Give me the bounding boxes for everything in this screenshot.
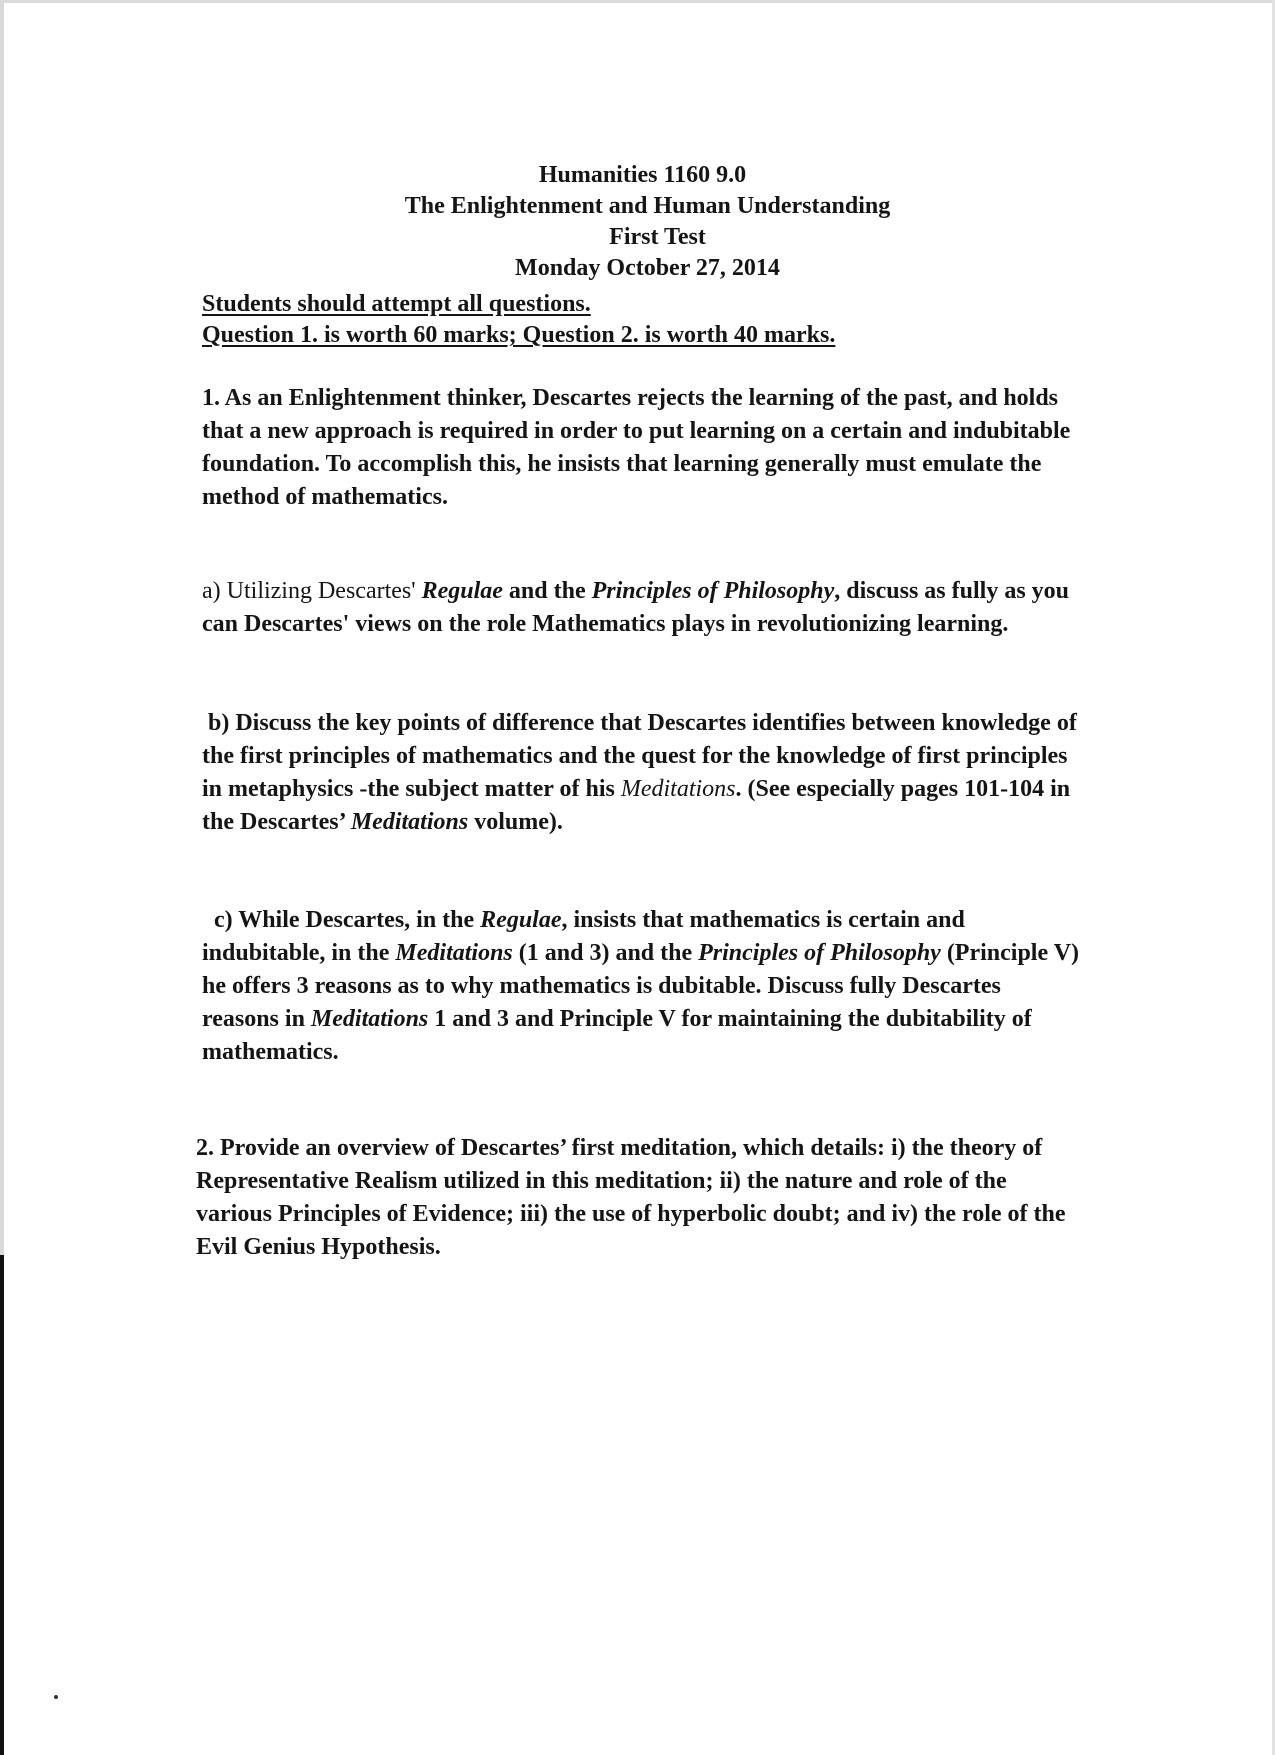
test-header bbox=[0, 160, 1275, 284]
q1a-regulae: Regulae bbox=[421, 578, 503, 604]
question-1c bbox=[202, 904, 1082, 1069]
question-1a bbox=[202, 575, 1082, 641]
q1a-text-2: and the bbox=[502, 578, 592, 604]
q1c-text-2: , insists that mathematics is certain and indubitable, in the bbox=[202, 907, 965, 966]
q1a-text-3: , discuss as fully as you can Descartes' views on the role Mathematics plays in revolutionizing learning. bbox=[202, 578, 1070, 637]
scan-edge-top bbox=[0, 0, 1275, 3]
test-date: Monday October 27, 2014 bbox=[515, 255, 780, 281]
instructions bbox=[202, 289, 835, 351]
q1b-text-2: . (See especially pages 101-104 in the Descartes’ bbox=[202, 776, 1071, 835]
course-code: Humanities 1160 9.0 bbox=[538, 162, 747, 188]
q1c-text-4: (Principle V) he offers 3 reasons as to why mathematics is dubitable. Discuss fully Descartes reasons in bbox=[202, 940, 1080, 1032]
q1b-meditations-2: Meditations bbox=[350, 809, 469, 835]
scan-speck bbox=[54, 1695, 58, 1699]
q1c-meditations-2: Meditations bbox=[310, 1006, 429, 1032]
q1a-label: a) Utilizing Descartes' bbox=[202, 578, 422, 604]
instruction-marks: Question 1. is worth 60 marks; Question 2. is worth 40 marks. bbox=[202, 322, 836, 348]
q1c-principles: Principles of Philosophy bbox=[698, 940, 941, 966]
q1c-text-1: c) While Descartes, in the bbox=[214, 907, 481, 933]
question-2: 2. Provide an overview of Descartes’ first meditation, which details: i) the theory of Representative Realism utilized in this meditation; ii) the nature and role of the various Principles of Evidence; iii) the use of hyperbolic doubt; and iv) the role of the Evil Genius Hypothesis. bbox=[196, 1135, 1066, 1260]
q1b-text-3: volume). bbox=[468, 809, 563, 835]
q1c-text-3: (1 and 3) and the bbox=[512, 940, 699, 966]
course-title: The Enlightenment and Human Understanding bbox=[404, 193, 891, 219]
q1c-meditations: Meditations bbox=[395, 940, 513, 966]
question-1-intro: 1. As an Enlightenment thinker, Descartes rejects the learning of the past, and holds that a new approach is required in order to put learning on a certain and indubitable foundation. To accomplish this, he insists that learning generally must emulate the method of mathematics. bbox=[202, 385, 1071, 510]
q1b-text-1: b) Discuss the key points of difference that Descartes identifies between knowledge of the first principles of mathematics and the quest for the knowledge of first principles in metaphysics -the subject matter of his bbox=[202, 710, 1077, 802]
q1c-text-5: 1 and 3 and Principle V for maintaining the dubitability of mathematics. bbox=[202, 1006, 1032, 1065]
scan-edge-left-shadow bbox=[0, 1255, 4, 1755]
instruction-attempt-all: Students should attempt all questions. bbox=[202, 291, 591, 317]
test-name: First Test bbox=[609, 224, 706, 250]
q1b-meditations: Meditations bbox=[620, 776, 736, 802]
q1a-principles: Principles of Philosophy bbox=[591, 578, 835, 604]
question-1b bbox=[202, 707, 1082, 839]
q1c-regulae: Regulae bbox=[480, 907, 562, 933]
